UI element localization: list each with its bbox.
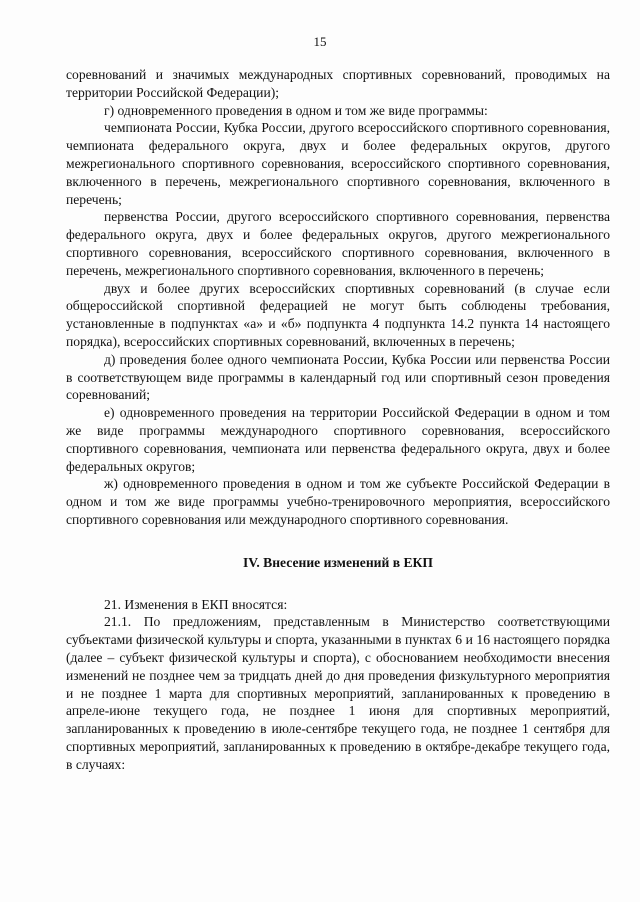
paragraph-continuation: соревнований и значимых международных спортивных соревнований, проводимых на территории Российской Федерации); xyxy=(66,67,610,100)
paragraph-item-d: д) проведения более одного чемпионата России, Кубка России или первенства России в соответствующем виде программы в календарный год или спортивный сезон проведения соревнований; xyxy=(66,351,610,403)
paragraph-item-e: е) одновременного проведения на территории Российской Федерации в одном и том же виде программы международного спортивного соревнования, всероссийского спортивного соревнования, чемпионата или первенства федерального округа, двух и более федеральных округов; xyxy=(66,405,610,474)
paragraph-championship: чемпионата России, Кубка России, другого всероссийского спортивного соревнования, чемпионата федерального округа, двух и более федеральных округов, другого межрегионального спортивного соревнования, всероссийского спортивного соревнования, включенного в перечень, межрегионального спортивного соревнования, включенного в перечень; xyxy=(66,120,610,207)
paragraph-21: 21. Изменения в ЕКП вносятся: xyxy=(104,596,288,612)
paragraph-item-g: г) одновременного проведения в одном и том же виде программы: xyxy=(104,102,488,118)
paragraph-first-rank: первенства России, другого всероссийского спортивного соревнования, первенства федерального округа, двух и более федеральных округов, другого межрегионального спортивного соревнования, всероссийского спортивного соревнования, включенного в перечень, межрегионального спортивного соревнования, включенного в перечень; xyxy=(66,209,610,278)
paragraph-two-or-more: двух и более других всероссийских спортивных соревнований (в случае если общероссийской спортивной федерацией не могут быть соблюдены требования, установленные в подпунктах «а» и «б» подпункта 4 подпункта 14.2 пункта 14 настоящего порядка), всероссийских спортивных соревнований, включенных в перечень; xyxy=(66,280,610,349)
page-number: 15 xyxy=(313,34,327,49)
section-heading: IV. Внесение изменений в ЕКП xyxy=(243,554,433,570)
paragraph-item-zh: ж) одновременного проведения в одном и том же субъекте Российской Федерации в одном и том же виде программы учебно-тренировочного мероприятия, всероссийского спортивного соревнования или международного спортивного соревнования. xyxy=(66,476,610,527)
paragraph-21-1: 21.1. По предложениям, представленным в Министерство соответствующими субъектами физической культуры и спорта, указанными в пунктах 6 и 16 настоящего порядка (далее – субъект физической культуры и спорта), с обоснованием необходимости внесения изменений не позднее чем за тридцать дней до дня проведения физкультурного мероприятия и не позднее 1 марта для спортивных мероприятий, запланированных к проведению в апреле-июне текущего года, не позднее 1 июня для спортивных мероприятий, запланированных к проведению в июле-сентябре текущего года, не позднее 1 сентября для спортивных мероприятий, запланированных к проведению в октябре-декабре текущего года, в случаях: xyxy=(66,614,610,772)
document-body xyxy=(66,66,610,773)
